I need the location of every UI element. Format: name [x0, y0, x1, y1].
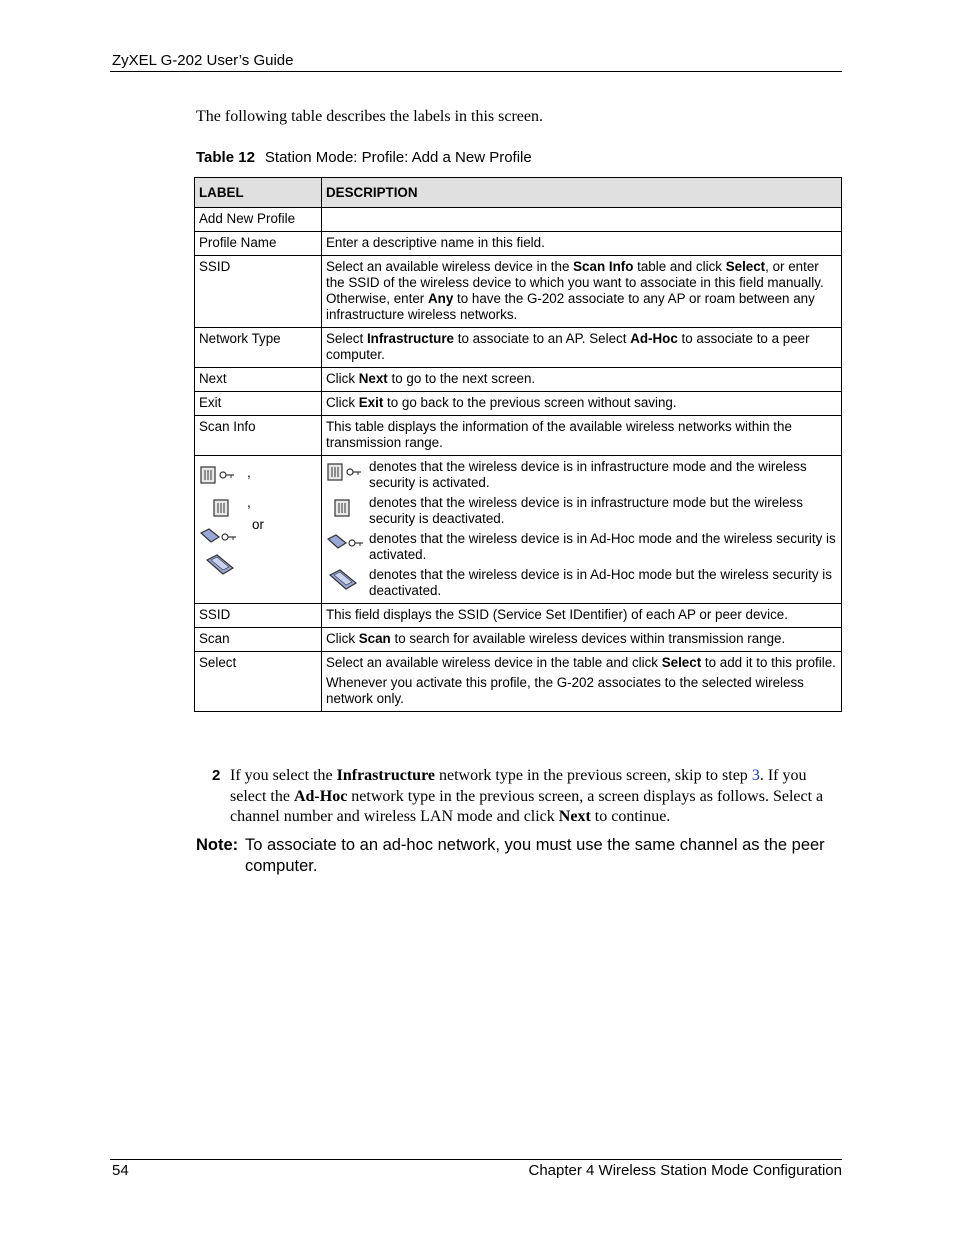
- table-row-icons: [195, 456, 842, 604]
- row-description: [322, 232, 842, 256]
- text-run: to search for available wireless devices within transmission range.: [390, 631, 786, 646]
- legend-item: [326, 495, 837, 527]
- table-row: [195, 256, 842, 328]
- table-row: [195, 604, 842, 628]
- row-label: Add New Profile: [195, 208, 322, 232]
- text-run: Click: [326, 371, 359, 386]
- step-2: [212, 766, 842, 828]
- header-rule: [110, 71, 842, 72]
- bold-term: Any: [427, 291, 454, 306]
- row-label: Scan Info: [195, 416, 322, 456]
- running-header: ZyXEL G-202 User’s Guide: [112, 52, 294, 69]
- text-run: Click: [326, 395, 359, 410]
- adhoc-open-icon: [205, 554, 235, 580]
- text-run: network type in the previous screen, a screen displays as follows. Select a channel number and wireless LAN mode and click: [230, 787, 824, 825]
- bold-term: Ad-Hoc: [293, 787, 348, 805]
- page-number: 54: [112, 1162, 129, 1179]
- row-description: [322, 652, 842, 712]
- table-number: Table 12: [196, 149, 255, 166]
- bold-term: Infrastructure: [336, 767, 435, 784]
- text-run: network type in the previous screen, skip to step: [434, 767, 752, 784]
- icon-label-cell: [195, 456, 322, 604]
- infrastructure-secure-icon: [326, 471, 362, 486]
- table-row: [195, 328, 842, 368]
- legend-text: denotes that the wireless device is in infrastructure mode but the wireless security is deactivated.: [369, 495, 803, 526]
- row-description: [322, 392, 842, 416]
- row-description: [322, 208, 842, 232]
- table-row: [195, 392, 842, 416]
- description-table: [194, 177, 842, 712]
- adhoc-secure-icon: [199, 527, 237, 549]
- row-description: [322, 328, 842, 368]
- row-description: [322, 256, 842, 328]
- infrastructure-open-icon: [332, 507, 352, 522]
- text-run: to have the G-202 associate to any AP or roam between any infrastructure wireless networks.: [326, 291, 815, 322]
- bold-term: Scan Info: [573, 259, 634, 274]
- text-run: to go to the next screen.: [387, 371, 536, 386]
- table-header-row: [195, 178, 842, 208]
- row-label: Next: [195, 368, 322, 392]
- table-row: [195, 628, 842, 652]
- row-description: [322, 416, 842, 456]
- text-run: Select: [326, 331, 367, 346]
- table-row: [195, 416, 842, 456]
- table-caption: [196, 149, 532, 166]
- separator-or: or: [252, 517, 264, 532]
- text-run: , or enter the SSID of the wireless device to which you want to associate in this field manually. Otherwise, enter: [326, 259, 824, 306]
- adhoc-open-icon: [328, 579, 358, 594]
- text-run: to associate to an AP. Select: [454, 331, 631, 346]
- row-label: Exit: [195, 392, 322, 416]
- row-description: [322, 628, 842, 652]
- note-text: To associate to an ad-hoc network, you must use the same channel as the peer computer.: [245, 836, 825, 875]
- legend-item: [326, 531, 837, 563]
- infrastructure-open-icon: [211, 497, 231, 523]
- note: [196, 835, 846, 876]
- text-run: to add it to this profile.: [701, 655, 836, 670]
- text-run: Select an available wireless device in the: [326, 259, 574, 274]
- legend-item: [326, 567, 837, 599]
- bold-term: Next: [558, 808, 591, 825]
- infrastructure-secure-icon: [199, 464, 235, 490]
- adhoc-secure-icon: [326, 539, 364, 554]
- row-label: SSID: [195, 256, 322, 328]
- row-label: Profile Name: [195, 232, 322, 256]
- text-run: Select an available wireless device in the table and click: [326, 655, 662, 670]
- text-run: Enter a descriptive name in this field.: [326, 235, 545, 250]
- legend-text: denotes that the wireless device is in Ad-Hoc mode but the wireless security is deactivated.: [369, 567, 832, 598]
- legend-text: denotes that the wireless device is in infrastructure mode and the wireless security is activated.: [369, 459, 807, 490]
- row-label: Network Type: [195, 328, 322, 368]
- text-run: Click: [326, 631, 359, 646]
- row-description-extra: Whenever you activate this profile, the G-202 associates to the selected wireless network only.: [326, 675, 804, 706]
- text-run: table and click: [633, 259, 726, 274]
- icon-legend-cell: [322, 456, 842, 604]
- step-text: [230, 766, 842, 828]
- separator-1: ,: [247, 465, 251, 480]
- text-run: If you select the: [230, 767, 337, 784]
- table-row: [195, 368, 842, 392]
- text-run: This table displays the information of the available wireless networks within the transmission range.: [326, 419, 792, 450]
- table-title: Station Mode: Profile: Add a New Profile: [264, 149, 532, 166]
- row-label: Scan: [195, 628, 322, 652]
- bold-term: Next: [358, 371, 388, 386]
- step-number: 2: [212, 767, 221, 784]
- step-link[interactable]: 3: [751, 767, 760, 784]
- text-run: This field displays the SSID (Service Set IDentifier) of each AP or peer device.: [326, 607, 788, 622]
- intro-paragraph: The following table describes the labels in this screen.: [196, 108, 544, 125]
- bold-term: Select: [661, 655, 702, 670]
- text-run: to associate to a peer computer.: [326, 331, 810, 362]
- text-run: to continue.: [590, 808, 671, 825]
- row-label: SSID: [195, 604, 322, 628]
- row-label: Select: [195, 652, 322, 712]
- row-description: [322, 368, 842, 392]
- bold-term: Ad-Hoc: [630, 331, 678, 346]
- table-row: [195, 232, 842, 256]
- text-run: to go back to the previous screen without saving.: [383, 395, 677, 410]
- bold-term: Infrastructure: [366, 331, 454, 346]
- legend-text: denotes that the wireless device is in Ad-Hoc mode and the wireless security is activated.: [369, 531, 836, 562]
- footer-rule: [110, 1159, 842, 1160]
- table-row: [195, 208, 842, 232]
- bold-term: Scan: [358, 631, 391, 646]
- bold-term: Exit: [358, 395, 384, 410]
- legend-item: [326, 459, 837, 491]
- header-description: DESCRIPTION: [322, 178, 842, 208]
- table-row: [195, 652, 842, 712]
- note-label: Note:: [196, 836, 239, 854]
- header-label: LABEL: [195, 178, 322, 208]
- bold-term: Select: [725, 259, 766, 274]
- chapter-title: Chapter 4 Wireless Station Mode Configuration: [528, 1162, 842, 1179]
- separator-2: ,: [247, 495, 251, 510]
- text-run: . If you select the: [230, 767, 807, 805]
- row-description: [322, 604, 842, 628]
